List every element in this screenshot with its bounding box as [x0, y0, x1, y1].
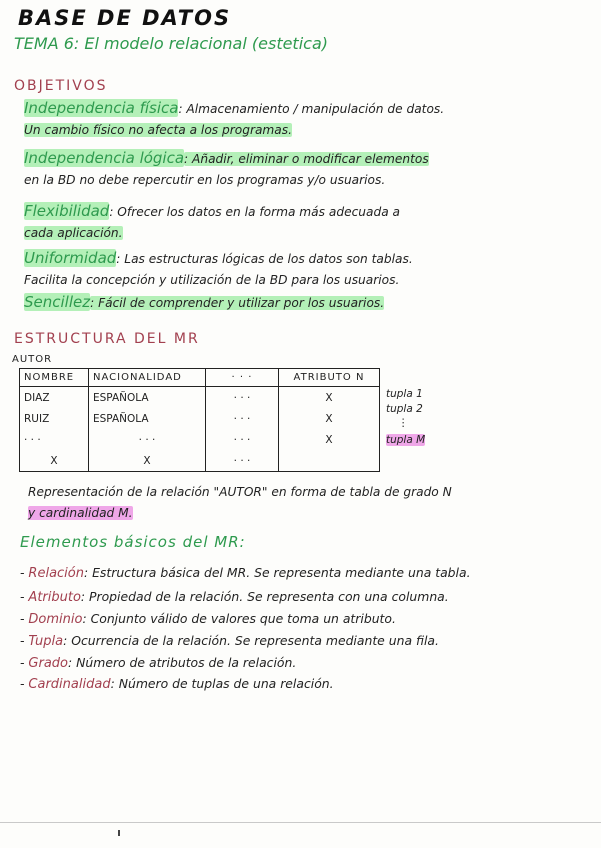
table-cell: · · · — [20, 429, 89, 450]
table-cell: · · · — [206, 429, 279, 450]
elemento-name: Tupla — [28, 634, 64, 649]
objetivo-term: Independencia lógica — [24, 149, 185, 167]
objetivo-text: : Almacenamiento / manipulación de datos. — [178, 102, 445, 116]
elementos-heading: Elementos básicos del MR: — [20, 533, 246, 551]
objetivo-text: : Fácil de comprender y utilizar por los usuarios. — [90, 296, 385, 310]
table-caption — [28, 482, 573, 524]
elemento-name: Relación — [28, 566, 84, 581]
page-title: BASE DE DATOS — [18, 6, 232, 30]
elemento-item: - Cardinalidad: Número de tuplas de una relación. — [20, 676, 334, 692]
elemento-name: Cardinalidad — [28, 677, 111, 692]
table-cell: X — [89, 450, 206, 472]
row-label — [386, 434, 425, 446]
row-label: tupla 1 — [386, 388, 423, 400]
caption-line: Representación de la relación "AUTOR" en forma de tabla de grado N — [28, 485, 452, 499]
table-cell: X — [20, 450, 89, 472]
table-row — [20, 408, 380, 429]
column-header: NACIONALIDAD — [89, 369, 206, 387]
elemento-text: : Estructura básica del MR. Se representa mediante una tabla. — [83, 565, 471, 580]
objetivo-text: : Añadir, eliminar o modificar elementos — [184, 152, 429, 166]
objetivo-term: Uniformidad — [24, 249, 117, 267]
caption-line: y cardinalidad M. — [28, 506, 133, 520]
table-cell: X — [279, 408, 380, 429]
elemento-item: - Relación: Estructura básica del MR. Se representa mediante una tabla. — [20, 565, 471, 581]
objetivo-item — [24, 98, 569, 141]
table-row — [20, 450, 380, 472]
table-cell: X — [279, 429, 380, 450]
objetivo-item — [24, 292, 569, 314]
page-footer-line — [0, 822, 601, 823]
objetivo-term: Flexibilidad — [24, 202, 110, 220]
table-row — [20, 429, 380, 450]
table-cell: · · · — [206, 387, 279, 409]
page-subtitle: TEMA 6: El modelo relacional (estetica) — [14, 34, 328, 53]
row-label: tupla 2 — [386, 403, 423, 415]
objetivo-item — [24, 248, 569, 291]
column-header: · · · — [206, 369, 279, 387]
table-row — [20, 387, 380, 409]
elemento-name: Dominio — [28, 612, 83, 627]
objetivo-text: : Las estructuras lógicas de los datos son tablas. — [116, 252, 413, 266]
table-header-row — [20, 369, 380, 387]
table-cell: · · · — [206, 408, 279, 429]
objetivo-text: cada aplicación. — [24, 226, 123, 240]
table-cell: · · · — [206, 450, 279, 472]
table-cell: ESPAÑOLA — [89, 408, 206, 429]
table-cell: ESPAÑOLA — [89, 387, 206, 409]
elemento-text: : Número de atributos de la relación. — [68, 655, 297, 670]
elemento-text: : Conjunto válido de valores que toma un atributo. — [82, 611, 396, 626]
table-cell — [279, 450, 380, 472]
objetivo-item — [24, 148, 569, 191]
elemento-item: - Grado: Número de atributos de la relación. — [20, 655, 297, 671]
column-header: ATRIBUTO N — [279, 369, 380, 387]
estructura-heading: ESTRUCTURA DEL MR — [14, 331, 200, 347]
elemento-text: : Ocurrencia de la relación. Se representa mediante una fila. — [63, 633, 439, 648]
objetivo-term: Sencillez — [24, 293, 91, 311]
table-cell: X — [279, 387, 380, 409]
elemento-name: Grado — [28, 656, 69, 671]
elemento-item: - Atributo: Propiedad de la relación. Se representa con una columna. — [20, 589, 449, 605]
column-header: NOMBRE — [20, 369, 89, 387]
objetivo-item — [24, 201, 569, 244]
row-label-text: tupla M — [386, 434, 426, 446]
table-cell: DIAZ — [20, 387, 89, 409]
objetivo-text: en la BD no debe repercutir en los programas y/o usuarios. — [24, 173, 386, 187]
objetivo-text: : Ofrecer los datos en la forma más adecuada a — [109, 205, 401, 219]
elemento-item: - Dominio: Conjunto válido de valores que toma un atributo. — [20, 611, 396, 627]
table-cell: · · · — [89, 429, 206, 450]
row-label: ⋮ — [398, 417, 409, 429]
table-cell: RUIZ — [20, 408, 89, 429]
elemento-name: Atributo — [28, 590, 81, 605]
relation-table — [19, 368, 380, 472]
objetivo-text: Facilita la concepción y utilización de la BD para los usuarios. — [24, 273, 400, 287]
objetivo-term: Independencia física — [24, 99, 179, 117]
elemento-text: : Propiedad de la relación. Se representa con una columna. — [80, 589, 449, 604]
elemento-item: - Tupla: Ocurrencia de la relación. Se representa mediante una fila. — [20, 633, 439, 649]
footer-tick-mark — [118, 830, 120, 836]
table-name: AUTOR — [12, 354, 53, 365]
objetivo-text: Un cambio físico no afecta a los programas. — [24, 123, 292, 137]
objetivos-heading: OBJETIVOS — [14, 78, 108, 94]
elemento-text: : Número de tuplas de una relación. — [110, 676, 334, 691]
